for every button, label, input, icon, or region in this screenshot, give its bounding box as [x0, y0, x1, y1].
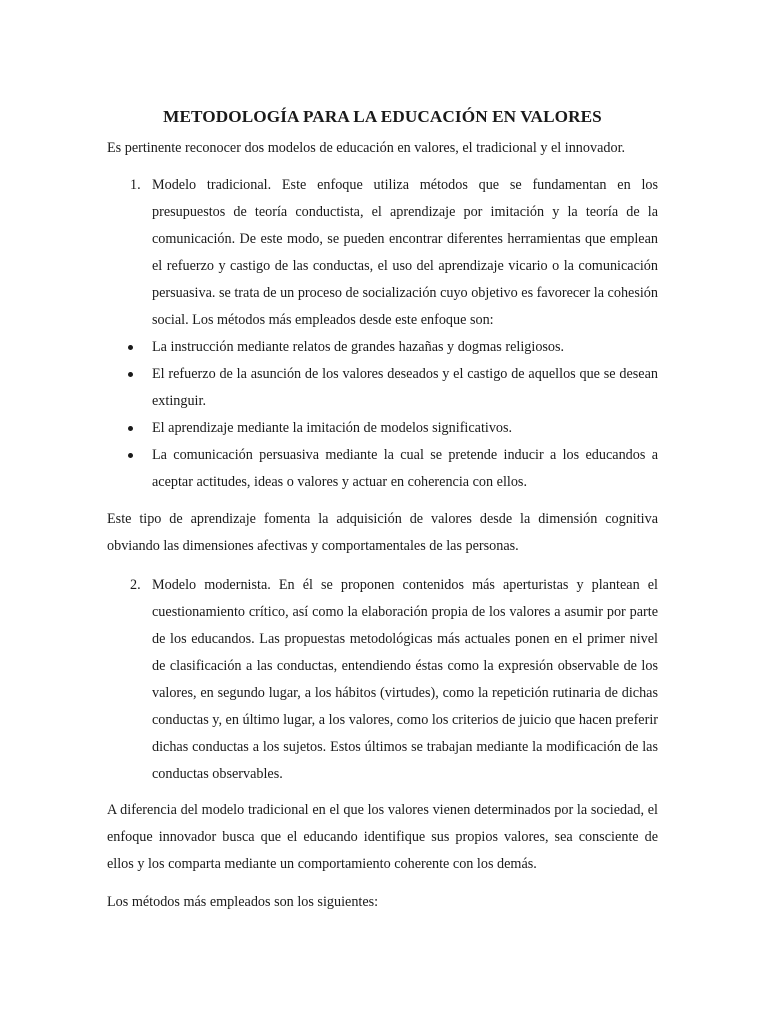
bullet-list	[107, 334, 658, 496]
bullet-icon	[128, 453, 133, 458]
item-text: Modelo modernista. En él se proponen contenidos más aperturistas y plantean el cuestionamiento crítico, así como la elaboración propia de los valores a asumir por parte de los educandos. Las propuestas metodológicas más actuales ponen en el primer nivel de clasificación a las conductas, entendiendo éstas como la expresión observable de los valores, en segundo lugar, a los hábitos (virtudes), como la repetición rutinaria de dichas conductas y, en último lugar, a los valores, como los criterios de juicio que hacen preferir dichas conductas a los sujetos. Estos últimos se trabajan mediante la modificación de las conductas observables.	[152, 577, 658, 782]
list-item	[107, 415, 658, 442]
item-text: Modelo tradicional. Este enfoque utiliza métodos que se fundamentan en los presupuestos de teoría conductista, el aprendizaje por imitación y la teoría de la comunicación. De este modo, se pueden encontrar diferentes herramientas que emplean el refuerzo y castigo de las conductas, el uso del aprendizaje vicario o la comunicación persuasiva. se trata de un proceso de socialización cuyo objetivo es favorecer la cohesión social. Los métodos más empleados desde este enfoque son:	[152, 177, 658, 328]
numbered-item-traditional	[107, 172, 658, 334]
list-item-text: La comunicación persuasiva mediante la cual se pretende inducir a los educandos a aceptar actitudes, ideas o valores y actuar en coherencia con ellos.	[152, 447, 658, 490]
numbered-item-modernist	[107, 572, 658, 788]
list-item-text: El aprendizaje mediante la imitación de modelos significativos.	[152, 420, 513, 436]
list-item-text: La instrucción mediante relatos de grandes hazañas y dogmas religiosos.	[152, 339, 565, 355]
bullet-icon	[128, 372, 133, 377]
methods-paragraph: Los métodos más empleados son los siguientes:	[107, 894, 379, 910]
list-item	[107, 361, 658, 415]
bullet-icon	[128, 345, 133, 350]
list-item-text: El refuerzo de la asunción de los valores deseados y el castigo de aquellos que se desean extinguir.	[152, 366, 658, 409]
item-number: 2.	[130, 577, 141, 593]
intro-paragraph: Es pertinente reconocer dos modelos de educación en valores, el tradicional y el innovador.	[107, 140, 626, 156]
cognitive-paragraph: Este tipo de aprendizaje fomenta la adquisición de valores desde la dimensión cognitiva obviando las dimensiones afectivas y comportamentales de las personas.	[107, 511, 658, 554]
difference-paragraph: A diferencia del modelo tradicional en el que los valores vienen determinados por la sociedad, el enfoque innovador busca que el educando identifique sus propios valores, sea consciente de ellos y los comparta mediante un comportamiento coherente con los demás.	[107, 802, 658, 872]
bullet-icon	[128, 426, 133, 431]
list-item	[107, 334, 658, 361]
document-title: METODOLOGÍA PARA LA EDUCACIÓN EN VALORES	[163, 107, 602, 126]
item-number: 1.	[130, 177, 141, 193]
list-item	[107, 442, 658, 496]
